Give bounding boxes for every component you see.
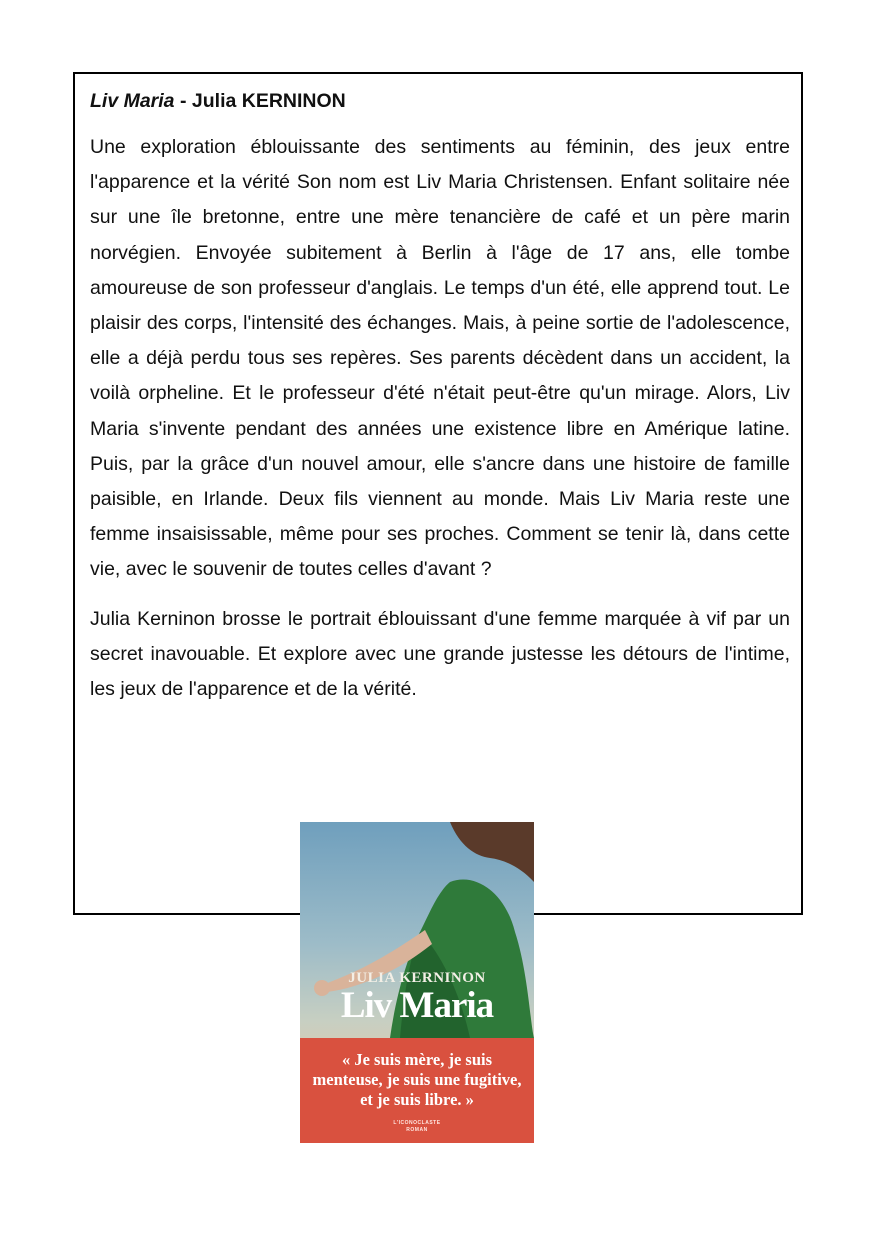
title-separator: - <box>174 90 192 112</box>
cover-author: JULIA KERNINON <box>348 970 486 986</box>
review-title <box>90 86 790 116</box>
synopsis-paragraph: Une exploration éblouissante des sentiments au féminin, des jeux entre l'apparence et la vérité Son nom est Liv Maria Christensen. Enfant solitaire née sur une île bretonne, entre une mère tenancière de café et un père marin norvégien. Envoyée subitement à Berlin à l'âge de 17 ans, elle tombe amoureuse de son professeur d'anglais. Le temps d'un été, elle apprend tout. Le plaisir des corps, l'intensité des échanges. Mais, à peine sortie de l'adolescence, elle a déjà perdu tous ses repères. Ses parents décèdent dans un accident, la voilà orpheline. Et le professeur d'été n'était peut-être qu'un mirage. Alors, Liv Maria s'invente pendant des années une existence libre en Amérique latine. Puis, par la grâce d'un nouvel amour, elle s'ancre dans une histoire de famille paisible, en Irlande. Deux fils viennent au monde. Mais Liv Maria reste une femme insaisissable, même pour ses proches. Comment se tenir là, dans cette vie, avec le souvenir de toutes celles d'avant ? <box>90 136 790 581</box>
critique-paragraph: Julia Kerninon brosse le portrait éblouissant d'une femme marquée à vif par un secret inavouable. Et explore avec une grande justesse les détours de l'intime, les jeux de l'apparence et de la vérité. <box>90 607 790 701</box>
book-author: Julia KERNINON <box>191 90 346 112</box>
review-content <box>90 86 790 721</box>
cover-quote: « Je suis mère, je suis menteuse, je suis une fugitive, et je suis libre. » <box>312 1050 522 1109</box>
book-title: Liv Maria <box>90 90 175 112</box>
cover-quote-band <box>300 1038 534 1143</box>
cover-genre: ROMAN <box>406 1127 428 1133</box>
cover-title: Liv Maria <box>340 985 494 1026</box>
book-cover-image <box>300 822 534 1143</box>
cover-hair <box>450 822 534 882</box>
cover-publisher: L'ICONOCLASTE <box>393 1120 441 1126</box>
